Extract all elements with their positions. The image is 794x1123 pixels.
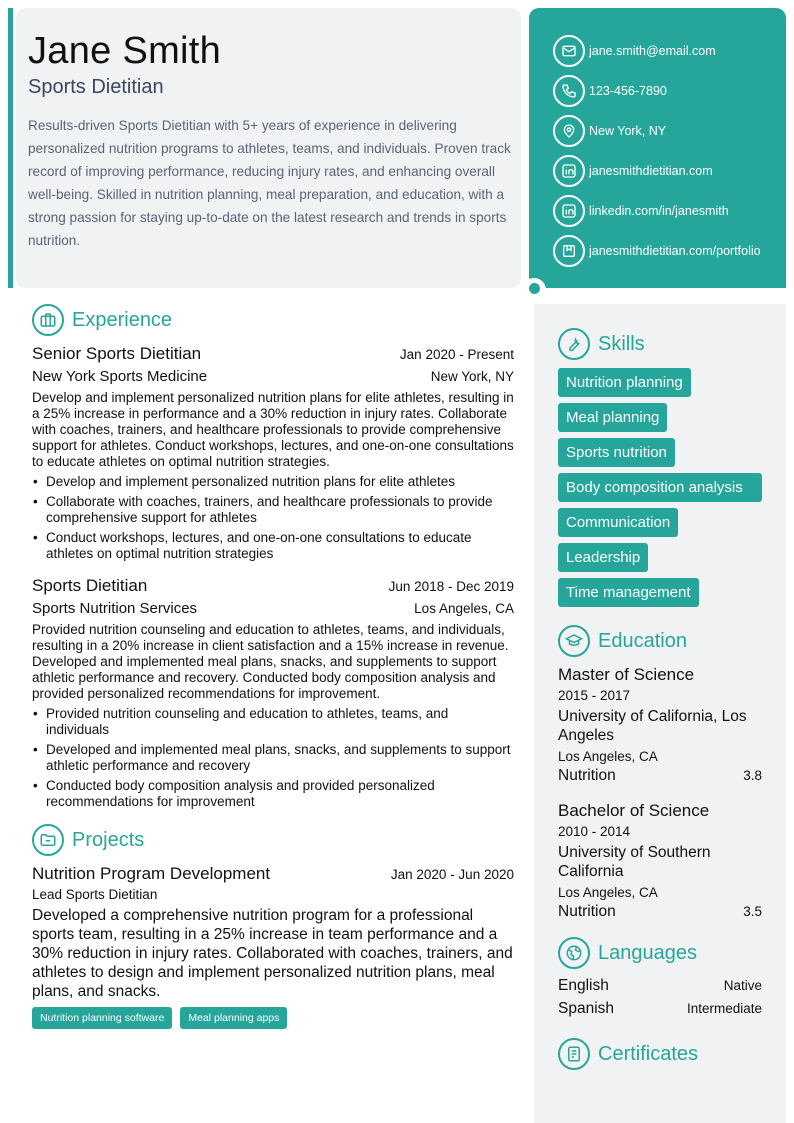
edu-degree: Master of Science	[558, 665, 695, 684]
experience-title: Experience	[72, 308, 173, 331]
contact-portfolio-text: janesmithdietitian.com/portfolio	[589, 244, 761, 258]
main-column	[32, 304, 514, 1043]
certificates-title: Certificates	[598, 1042, 699, 1065]
contact-email[interactable]	[553, 31, 786, 71]
language-item	[558, 1000, 762, 1018]
edu-date: 2015 - 2017	[558, 688, 631, 703]
job-bullet: • Collaborate with coaches, trainers, and healthcare professionals to provide comprehensive support for athletes	[32, 494, 514, 526]
timeline-connector-dot	[522, 278, 546, 302]
certificates-header	[558, 1038, 762, 1070]
summary: Results-driven Sports Dietitian with 5+ years of experience in delivering personalized nutrition programs to athletes, teams, and individuals. Proven track record of improving performance, reducing injury rates, and enhancing overall well-being. Skilled in nutrition planning, meal preparation, and education, with a strong passion for staying up-to-date on the latest research and trends in sports nutrition.	[28, 118, 511, 248]
projects-title: Projects	[72, 828, 145, 851]
education-item	[558, 801, 762, 921]
job-bullets	[32, 706, 514, 810]
edu-school: University of Southern California	[558, 844, 711, 880]
project-tag: Meal planning apps	[180, 1007, 287, 1029]
job-bullets	[32, 474, 514, 562]
job-date: Jan 2020 - Present	[399, 347, 514, 362]
job-title: Sports Dietitian	[28, 76, 164, 98]
skill-tag: Leadership	[558, 543, 648, 572]
phone-icon	[553, 75, 585, 107]
experience-item	[32, 576, 514, 810]
language-item	[558, 977, 762, 995]
edu-date: 2010 - 2014	[558, 824, 631, 839]
edu-gpa: 3.5	[743, 904, 762, 919]
portfolio-icon	[553, 235, 585, 267]
edu-location: Los Angeles, CA	[558, 749, 658, 764]
job-description: Develop and implement personalized nutrition plans for elite athletes, resulting in a 25% increase in performance and a 30% reduction in injury rates. Collaborate with coaches, trainers, and healthcare professionals to provide comprehensive support for athletes. Conduct workshops, lectures, and one-on-one consultations to educate athletes on optimal nutrition strategies.	[32, 390, 514, 469]
contact-linkedin-text: linkedin.com/in/janesmith	[589, 204, 729, 218]
languages-title: Languages	[598, 941, 697, 964]
skills-list	[558, 368, 762, 607]
header-panel	[16, 8, 521, 288]
edu-gpa: 3.8	[743, 768, 762, 783]
edu-location: Los Angeles, CA	[558, 885, 658, 900]
job-role: Senior Sports Dietitian	[32, 344, 202, 363]
project-tag: Nutrition planning software	[32, 1007, 172, 1029]
skill-tag: Body composition analysis	[558, 473, 762, 502]
job-location: Los Angeles, CA	[414, 601, 514, 616]
job-bullet: • Conduct workshops, lectures, and one-on-one consultations to educate athletes on optimal nutrition strategies	[32, 530, 514, 562]
graduation-cap-icon	[558, 625, 590, 657]
project-tags	[32, 1007, 514, 1029]
job-date: Jun 2018 - Dec 2019	[388, 579, 514, 594]
skill-tag: Meal planning	[558, 403, 667, 432]
edu-school: University of California, Los Angeles	[558, 708, 747, 744]
wrench-icon	[558, 328, 590, 360]
globe-icon	[558, 937, 590, 969]
language-level: Intermediate	[686, 1001, 762, 1016]
contact-phone[interactable]	[553, 71, 786, 111]
language-level: Native	[723, 978, 762, 993]
contact-location	[553, 111, 786, 151]
edu-field: Nutrition	[558, 903, 616, 920]
projects-header	[32, 824, 514, 856]
header-accent-bar	[8, 8, 13, 288]
project-description: Developed a comprehensive nutrition program for a professional sports team, resulting in a 25% increase in team performance and a 30% reduction in injury rates. Collaborated with coaches, trainers, and athletes to design and implement personalized nutrition plans, meal plans, and snacks.	[32, 907, 513, 1000]
job-role: Sports Dietitian	[32, 576, 148, 595]
skills-header	[558, 328, 762, 360]
education-item	[558, 665, 762, 785]
mail-icon	[553, 35, 585, 67]
job-bullet: • Provided nutrition counseling and education to athletes, teams, and individuals	[32, 706, 514, 738]
skill-tag: Nutrition planning	[558, 368, 691, 397]
contact-website[interactable]	[553, 151, 786, 191]
language-name: Spanish	[558, 1000, 615, 1017]
skill-tag: Communication	[558, 508, 678, 537]
skill-tag: Time management	[558, 578, 699, 607]
education-title: Education	[598, 629, 687, 652]
folder-icon	[32, 824, 64, 856]
job-location: New York, NY	[430, 369, 514, 384]
contact-portfolio[interactable]	[553, 231, 786, 271]
contact-panel	[529, 8, 786, 288]
briefcase-icon	[32, 304, 64, 336]
certificate-icon	[558, 1038, 590, 1070]
languages-header	[558, 937, 762, 969]
contact-linkedin[interactable]	[553, 191, 786, 231]
project-title: Nutrition Program Development	[32, 864, 271, 883]
edu-field: Nutrition	[558, 767, 616, 784]
education-header	[558, 625, 762, 657]
job-company: New York Sports Medicine	[32, 368, 208, 385]
candidate-name: Jane Smith	[28, 30, 222, 72]
location-pin-icon	[553, 115, 585, 147]
contact-phone-text: 123-456-7890	[589, 84, 667, 98]
linkedin-icon	[553, 155, 585, 187]
project-item	[32, 864, 514, 1029]
contact-website-text: janesmithdietitian.com	[589, 164, 713, 178]
contact-email-text: jane.smith@email.com	[589, 44, 716, 58]
project-date: Jan 2020 - Jun 2020	[390, 867, 514, 882]
skills-title: Skills	[598, 332, 645, 355]
job-company: Sports Nutrition Services	[32, 600, 198, 617]
job-bullet: • Conducted body composition analysis and provided personalized recommendations for improvement	[32, 778, 514, 810]
job-description: Provided nutrition counseling and education to athletes, teams, and individuals, resulting in a 20% increase in client satisfaction and a 15% increase in revenue. Developed and implemented meal plans, snacks, and supplements to support athletic performance and recovery. Conducted body composition analysis and provided personalized recommendations for improvement.	[32, 622, 509, 701]
experience-header	[32, 304, 514, 336]
linkedin-icon	[553, 195, 585, 227]
job-bullet: • Develop and implement personalized nutrition plans for elite athletes	[32, 474, 514, 490]
skill-tag: Sports nutrition	[558, 438, 675, 467]
language-name: English	[558, 977, 609, 994]
edu-degree: Bachelor of Science	[558, 801, 710, 820]
job-bullet: • Developed and implemented meal plans, snacks, and supplements to support athletic performance and recovery	[32, 742, 514, 774]
project-role: Lead Sports Dietitian	[32, 887, 158, 902]
contact-location-text: New York, NY	[589, 124, 667, 138]
sidebar	[534, 304, 786, 1123]
experience-item	[32, 344, 514, 562]
